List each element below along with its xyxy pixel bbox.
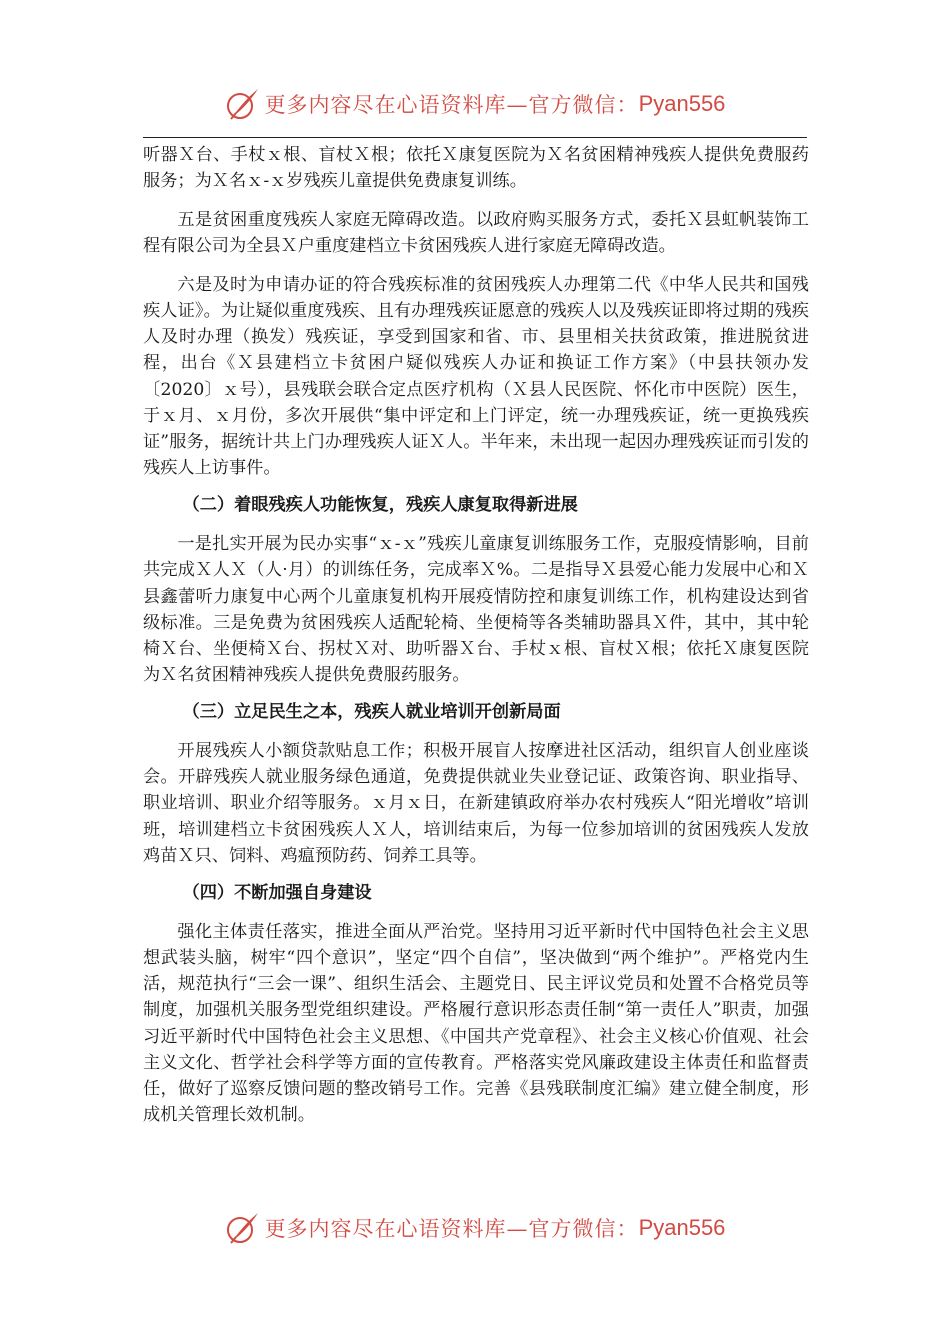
document-body [143,142,809,1128]
header-banner-text: 更多内容尽在心语资料库—官方微信： [264,93,639,117]
footer-wechat-id: Pyan556 [638,1215,726,1240]
section-heading: （三）立足民生之本，残疾人就业培训开创新局面 [182,702,561,723]
header-divider [143,137,807,138]
footer-banner [0,1208,950,1248]
paragraph: 五是贫困重度残疾人家庭无障碍改造。以政府购买服务方式，委托Ｘ县虹帆装饰工程有限公司为全县Ｘ户重度建档立卡贫困残疾人进行家庭无障碍改造。 [143,209,809,257]
paragraph: 听器Ｘ台、手杖ｘ根、盲杖Ｘ根；依托Ｘ康复医院为Ｘ名贫困精神残疾人提供免费服药服务；为Ｘ名ｘ-ｘ岁残疾儿童提供免费康复训练。 [143,145,809,192]
quill-pen-logo-icon [225,86,261,122]
paragraph: 六是及时为申请办证的符合残疾标准的贫困残疾人办理第二代《中华人民共和国残疾人证》。为让疑似重度残疾、且有办理残疾证愿意的残疾人以及残疾证即将过期的残疾人及时办理（换发）残疾证，享受到国家和省、市、县里相关扶贫政策，推进脱贫进程，出台《Ｘ县建档立卡贫困户疑似残疾人办证和换证工作方案》（中县扶领办发〔2020〕ｘ号），县残联会联合定点医疗机构（Ｘ县人民医院、怀化市中医院）医生，于ｘ月、ｘ月份，多次开展供“集中评定和上门评定，统一办理残疾证，统一更换残疾证”服务，据统计共上门办理残疾人证Ｘ人。半年来，未出现一起因办理残疾证而引发的残疾人上访事件。 [143,274,809,479]
paragraph: 开展残疾人小额贷款贴息工作；积极开展盲人按摩进社区活动，组织盲人创业座谈会。开辟残疾人就业服务绿色通道，免费提供就业失业登记证、政策咨询、职业指导、职业培训、职业介绍等服务。ｘ月ｘ日，在新建镇政府举办农村残疾人“阳光增收”培训班，培训建档立卡贫困残疾人Ｘ人，培训结束后，为每一位参加培训的贫困残疾人发放鸡苗Ｘ只、饲料、鸡瘟预防药、饲养工具等。 [143,741,809,866]
footer-banner-text: 更多内容尽在心语资料库—官方微信： [264,1217,639,1241]
paragraph: 强化主体责任落实，推进全面从严治党。坚持用习近平新时代中国特色社会主义思想武装头脑，树牢“四个意识”，坚定“四个自信”，坚决做到“两个维护”。严格党内生活，规范执行“三会一课”、组织生活会、主题党日、民主评议党员和处置不合格党员等制度，加强机关服务型党组织建设。严格履行意识形态责任制“第一责任人”职责，加强习近平新时代中国特色社会主义思想、《中国共产党章程》、社会主义核心价值观、社会主义文化、哲学社会科学等方面的宣传教育。严格落实党风廉政建设主体责任和监督责任，做好了巡察反馈问题的整改销号工作。完善《县残联制度汇编》建立健全制度，形成机关管理长效机制。 [143,921,809,1126]
paragraph: 一是扎实开展为民办实事“ｘ-ｘ”残疾儿童康复训练服务工作，克服疫情影响，目前共完成Ｘ人Ｘ（人·月）的训练任务，完成率Ｘ%。二是指导Ｘ县爱心能力发展中心和Ｘ县鑫蕾听力康复中心两个儿童康复机构开展疫情防控和康复训练工作，机构建设达到省级标准。三是免费为贫困残疾人适配轮椅、坐便椅等各类辅助器具Ｘ件，其中，其中轮椅Ｘ台、坐便椅Ｘ台、拐杖Ｘ对、助听器Ｘ台、手杖ｘ根、盲杖Ｘ根；依托Ｘ康复医院为Ｘ名贫困精神残疾人提供免费服药服务。 [143,534,809,686]
section-heading: （二）着眼残疾人功能恢复，残疾人康复取得新进展 [182,495,578,516]
quill-pen-logo-icon [225,1210,261,1246]
section-heading: （四）不断加强自身建设 [182,883,372,904]
header-wechat-id: Pyan556 [638,91,726,116]
header-banner [0,84,950,124]
